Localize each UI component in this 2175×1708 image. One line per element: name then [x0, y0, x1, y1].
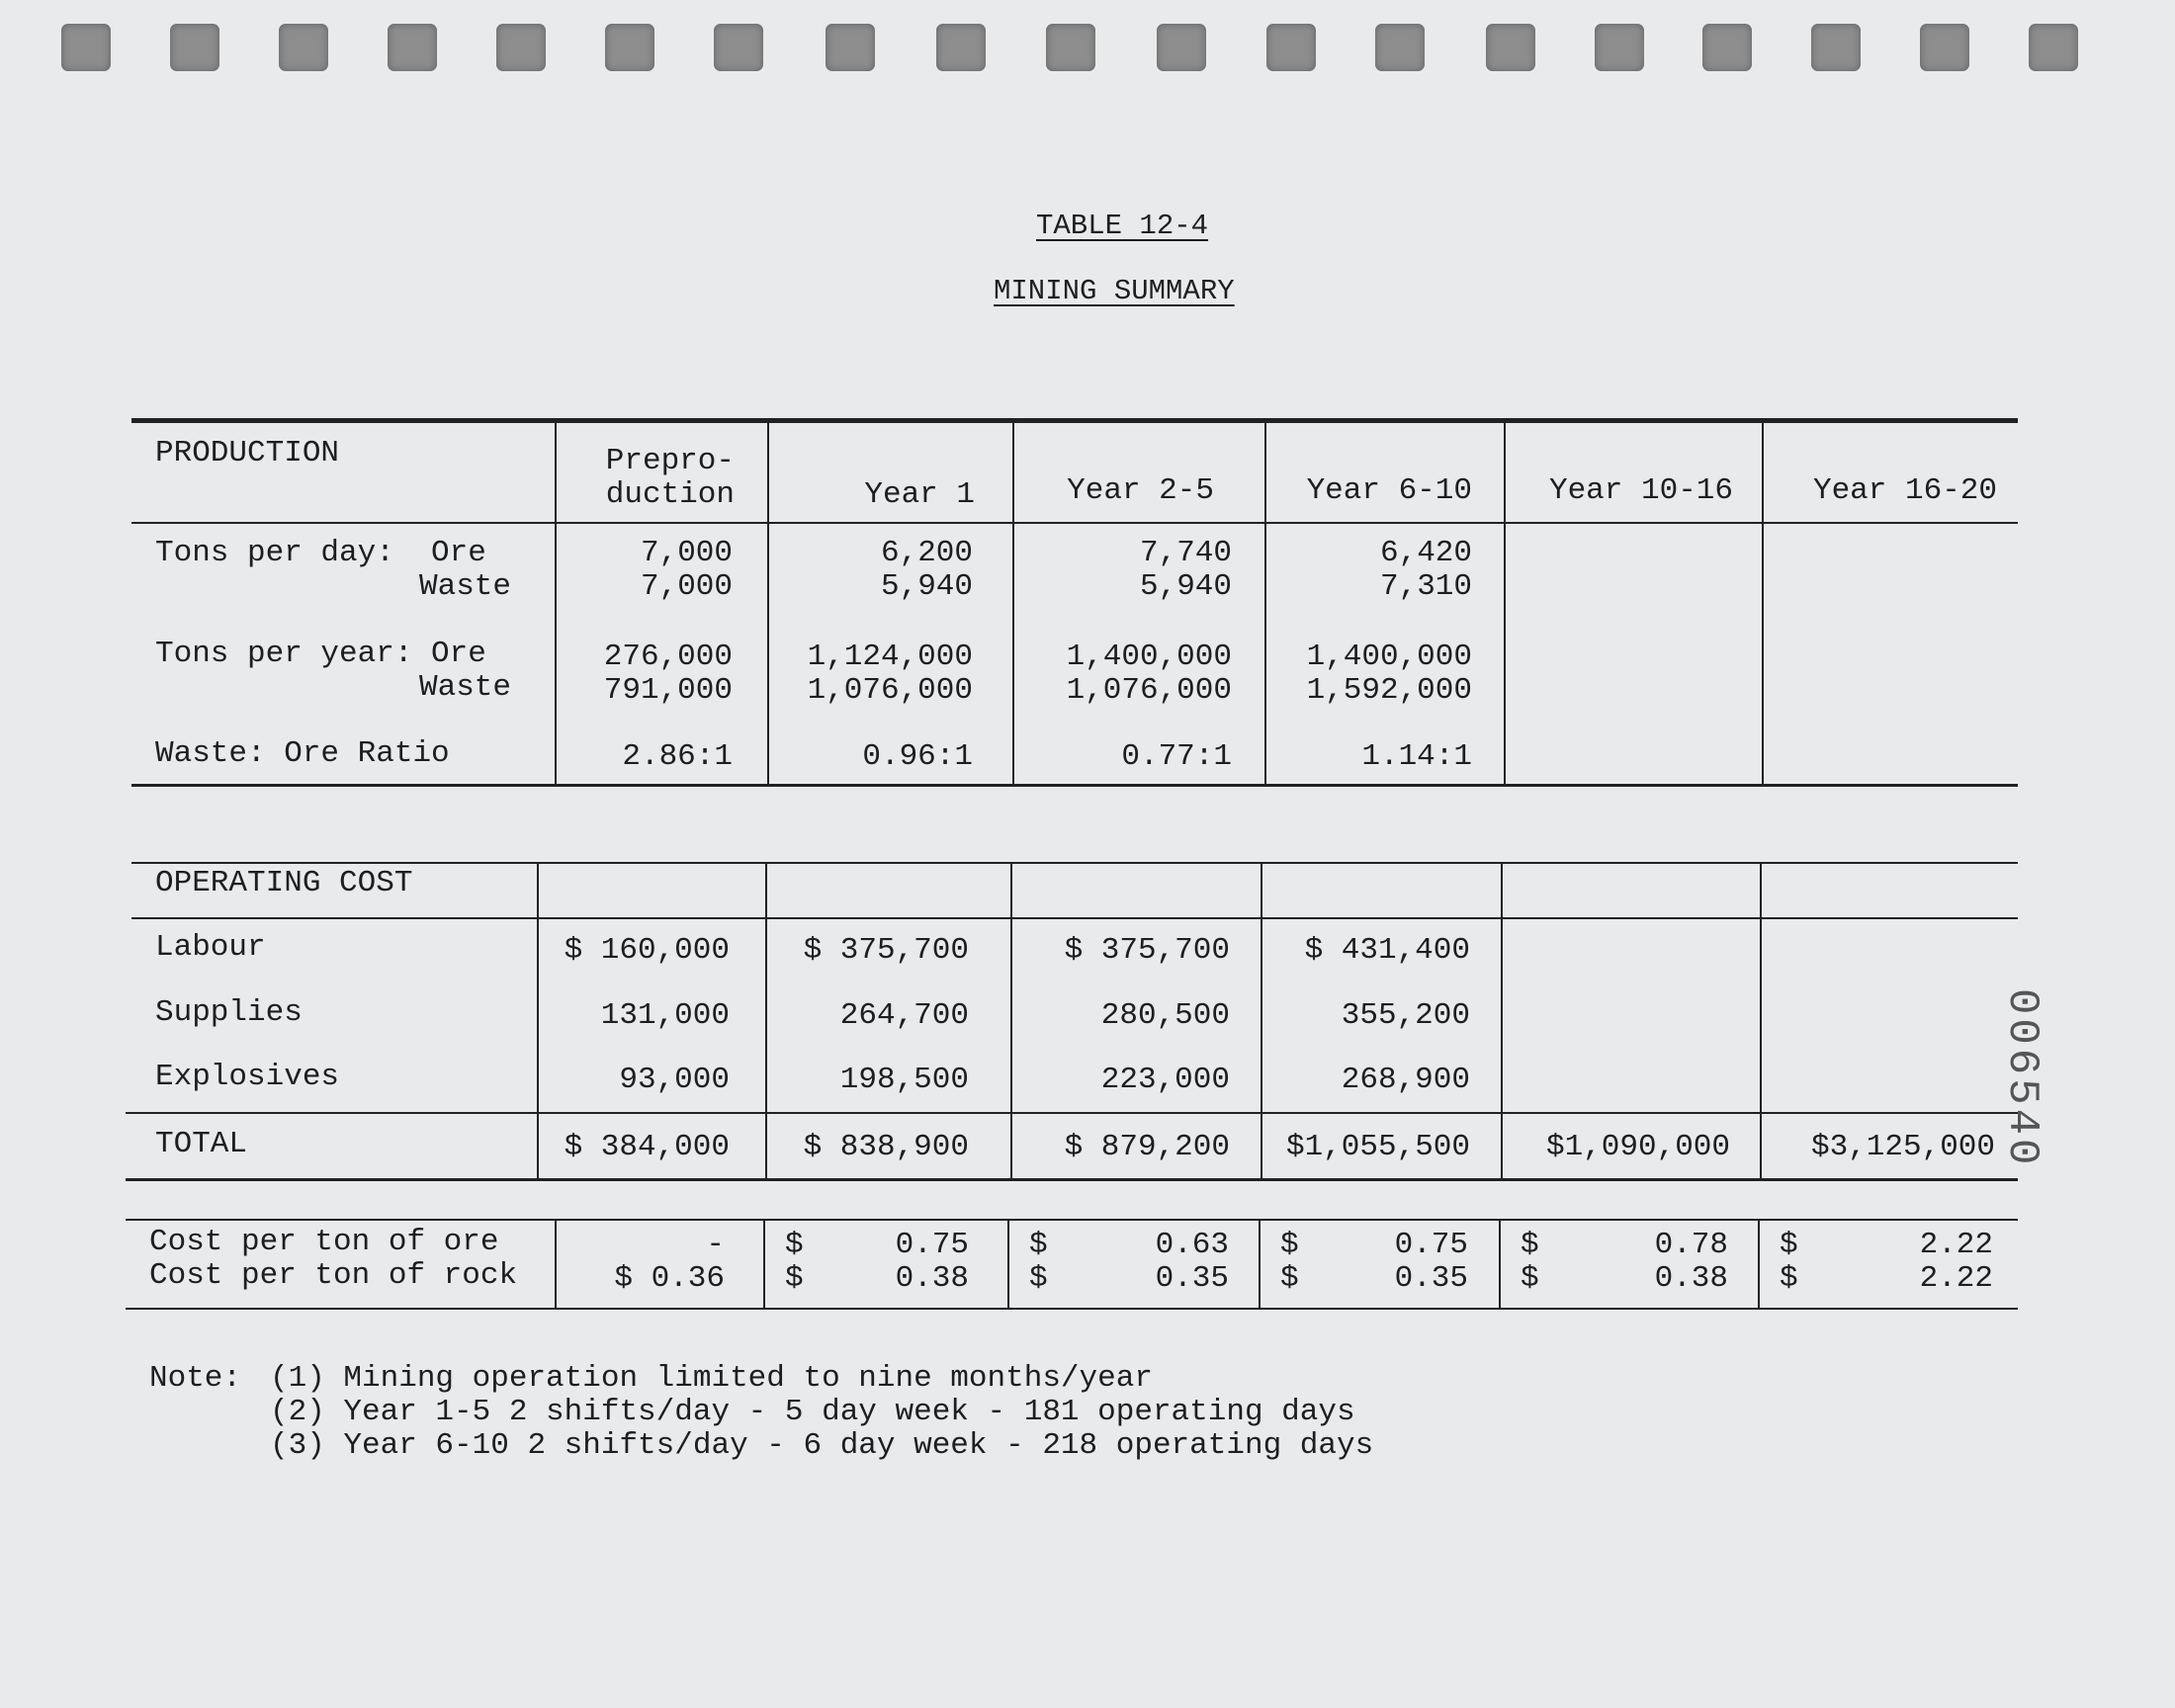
table-cell: 7,740 [1139, 536, 1232, 570]
table-cell: 1,400,000 [1306, 640, 1472, 674]
table-cell: $ 160,000 [564, 933, 730, 968]
table-cell: 5,940 [1139, 569, 1232, 604]
table-cell: 0.38 [895, 1261, 969, 1296]
currency-symbol: $ [1780, 1261, 1798, 1296]
row-label-cost-rock: Cost per ton of rock [149, 1258, 518, 1293]
col-header-year-2-5: Year 2-5 [1067, 473, 1214, 508]
table-cell: 0.96:1 [862, 739, 973, 774]
table-cell: 1,400,000 [1066, 640, 1232, 674]
rule-production-bottom [131, 784, 2018, 787]
table-cell: 6,200 [880, 536, 973, 570]
table-cell: 0.78 [1654, 1228, 1728, 1262]
table-cell: 1,592,000 [1306, 673, 1472, 708]
table-cell: $ 879,200 [1064, 1130, 1230, 1164]
col-header-preproduction: Prepro- duction [605, 444, 735, 512]
row-label-total: TOTAL [155, 1127, 248, 1161]
table-cell: 131,000 [600, 998, 730, 1033]
table-cell: $ 375,700 [1064, 933, 1230, 968]
col-header-year-16-20: Year 16-20 [1812, 473, 1997, 508]
table-cell: 1,124,000 [807, 640, 973, 674]
operating-header: OPERATING COST [155, 866, 413, 900]
currency-symbol: $ [1780, 1228, 1798, 1262]
rule-cost-top [126, 1219, 2018, 1221]
currency-symbol: $ [1029, 1261, 1048, 1296]
binder-hole [1266, 24, 1316, 71]
binder-hole [1811, 24, 1861, 71]
table-cell: 5,940 [880, 569, 973, 604]
binder-hole [496, 24, 546, 71]
table-cell: 1,076,000 [807, 673, 973, 708]
table-cell: 276,000 [603, 640, 733, 674]
currency-symbol: $ [1280, 1261, 1299, 1296]
table-cell: 355,200 [1341, 998, 1470, 1033]
row-label-tpy-waste: Waste [418, 670, 511, 705]
table-cell: 198,500 [839, 1063, 969, 1097]
currency-symbol: $ [1280, 1228, 1299, 1262]
binder-hole [388, 24, 437, 71]
binder-hole [1046, 24, 1095, 71]
binder-hole [1702, 24, 1752, 71]
table-cell: 280,500 [1100, 998, 1230, 1033]
rule-header [131, 522, 2018, 524]
row-label-explosives: Explosives [155, 1060, 340, 1094]
table-cell: 0.35 [1394, 1261, 1468, 1296]
binder-hole [605, 24, 654, 71]
rule-top [131, 418, 2018, 423]
currency-symbol: $ [1521, 1228, 1539, 1262]
binder-hole [714, 24, 763, 71]
row-label-labour: Labour [155, 930, 266, 965]
table-cell: 268,900 [1341, 1063, 1470, 1097]
col-header-year-10-16: Year 10-16 [1548, 473, 1733, 508]
table-cell: 7,000 [640, 569, 733, 604]
table-cell: $1,055,500 [1285, 1130, 1470, 1164]
table-cell: 0.77:1 [1121, 739, 1232, 774]
row-label-tpd-waste: Waste [418, 569, 511, 604]
table-cell: 7,000 [640, 536, 733, 570]
binder-hole [279, 24, 328, 71]
table-cell: $ 0.36 [614, 1261, 725, 1296]
table-cell: 0.75 [1394, 1228, 1468, 1262]
binder-hole [1375, 24, 1425, 71]
rule-before-total [126, 1112, 2018, 1114]
row-label-tpy-ore: Tons per year: Ore [155, 637, 486, 671]
currency-symbol: $ [785, 1261, 804, 1296]
row-label-cost-ore: Cost per ton of ore [149, 1225, 499, 1259]
table-title: TABLE 12-4 [1036, 210, 1209, 242]
table-subtitle: MINING SUMMARY [994, 275, 1235, 307]
page-stamp-number: 006540 [1997, 988, 2046, 1169]
binder-hole [2029, 24, 2078, 71]
table-cell: 2.22 [1919, 1228, 1993, 1262]
binder-hole [936, 24, 986, 71]
table-cell: 223,000 [1100, 1063, 1230, 1097]
note-2: (2) Year 1-5 2 shifts/day - 5 day week - 181 operating days [270, 1395, 1355, 1429]
table-cell: $ 838,900 [803, 1130, 969, 1164]
table-cell: 264,700 [839, 998, 969, 1033]
table-cell: 2.22 [1919, 1261, 1993, 1296]
currency-symbol: $ [1521, 1261, 1539, 1296]
binder-hole [826, 24, 875, 71]
col-header-year-1: Year 1 [864, 477, 975, 512]
table-cell: 2.86:1 [622, 739, 733, 774]
table-cell: $1,090,000 [1545, 1130, 1730, 1164]
table-cell: 0.35 [1155, 1261, 1229, 1296]
table-cell: 0.38 [1654, 1261, 1728, 1296]
rule-operating-top [131, 862, 2018, 864]
table-cell: 0.75 [895, 1228, 969, 1262]
binder-holes [0, 0, 2175, 89]
table-cell: $ 384,000 [564, 1130, 730, 1164]
rule-cost-bottom [126, 1308, 2018, 1310]
row-label-tpd-ore: Tons per day: Ore [155, 536, 486, 570]
binder-hole [61, 24, 111, 71]
rule-after-total [126, 1178, 2018, 1181]
binder-hole [1486, 24, 1535, 71]
table-cell: $ 375,700 [803, 933, 969, 968]
note-1: (1) Mining operation limited to nine months/year [270, 1361, 1153, 1396]
table-cell: 791,000 [603, 673, 733, 708]
binder-hole [170, 24, 219, 71]
binder-hole [1920, 24, 1969, 71]
table-cell: 1.14:1 [1361, 739, 1472, 774]
production-header: PRODUCTION [155, 436, 340, 470]
table-cell: 1,076,000 [1066, 673, 1232, 708]
binder-hole [1157, 24, 1206, 71]
divider [767, 423, 769, 785]
table-cell: - [706, 1228, 725, 1262]
table-cell: 0.63 [1155, 1228, 1229, 1262]
binder-hole [1595, 24, 1644, 71]
note-3: (3) Year 6-10 2 shifts/day - 6 day week - 218 operating days [270, 1428, 1374, 1463]
notes-label: Note: [149, 1361, 242, 1396]
table-cell: $ 431,400 [1304, 933, 1470, 968]
table-cell: 7,310 [1379, 569, 1472, 604]
currency-symbol: $ [785, 1228, 804, 1262]
table-cell: $3,125,000 [1810, 1130, 1995, 1164]
table-cell: 6,420 [1379, 536, 1472, 570]
row-label-ratio: Waste: Ore Ratio [155, 736, 450, 771]
rule-operating-header [131, 917, 2018, 919]
currency-symbol: $ [1029, 1228, 1048, 1262]
row-label-supplies: Supplies [155, 995, 303, 1030]
table-cell: 93,000 [619, 1063, 730, 1097]
col-header-year-6-10: Year 6-10 [1306, 473, 1472, 508]
